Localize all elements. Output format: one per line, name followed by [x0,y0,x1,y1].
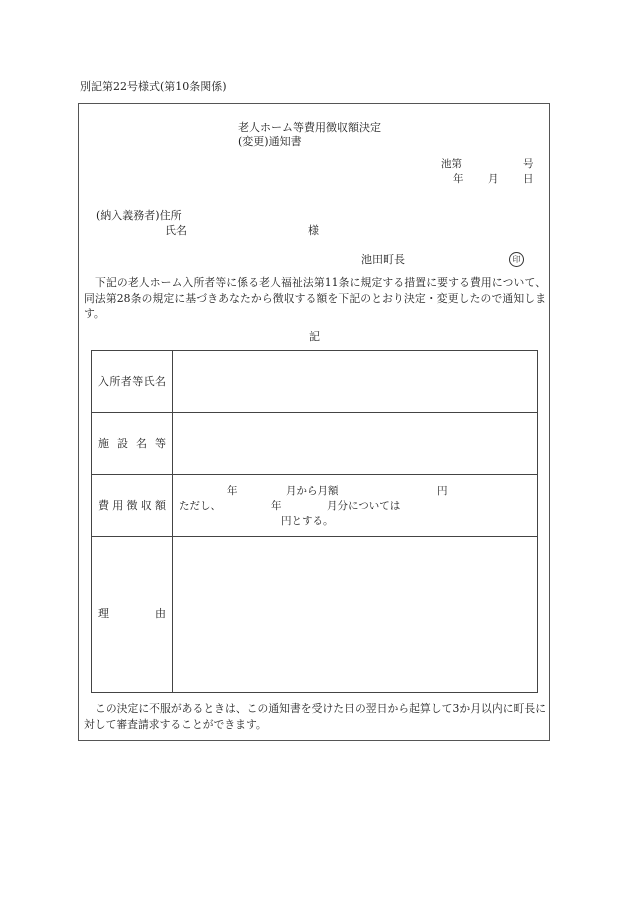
fee-yen: 円 [437,485,448,497]
fee-year: 年 [227,485,238,497]
table-row [92,413,538,475]
date-day: 日 [523,173,534,185]
resident-name-label: 入所者等氏名 [98,375,166,388]
ki-heading: 記 [309,330,320,343]
facility-name-value[interactable] [173,413,538,475]
fee-proviso: ただし、 [179,500,221,512]
date-month: 月 [488,173,499,185]
fee-yen-end: 円とする。 [281,515,334,527]
fee-amount-value[interactable] [173,475,538,537]
official-seal-icon: 印 [509,252,524,267]
doc-number-suffix: 号 [523,158,534,170]
fee-from-month: 月から月額 [286,485,339,497]
row-label-cell [92,475,173,537]
date-year: 年 [453,173,464,185]
recipient-address-label: (納入義務者)住所 [96,209,182,222]
intro-paragraph: 下記の老人ホーム入所者等に係る老人福祉法第11条に規定する措置に要する費用について、同法第28条の規定に基づきあなたから徴収する額を下記のとおり決定・変更したので通知します。 [84,276,546,320]
fee-month-portion: 月分については [327,500,401,512]
form-id: 別記第22号様式(第10条関係) [80,80,227,93]
recipient-honorific: 様 [308,224,319,237]
fee-year2: 年 [271,500,282,512]
detail-table [91,350,538,693]
form-title-line2: (変更)通知書 [238,135,302,148]
table-row [92,475,538,537]
recipient-name-label: 氏名 [165,224,187,237]
issuer-name: 池田町長 [361,253,405,266]
row-label-cell [92,537,173,693]
facility-name-label: 施設名等 [98,437,166,450]
doc-number-prefix: 池第 [441,158,462,170]
resident-name-value[interactable] [173,351,538,413]
appeal-notice: この決定に不服があるときは、この通知書を受けた日の翌日から起算して3か月以内に町長に対して審査請求することができます。 [84,702,546,731]
fee-amount-label: 費用徴収額 [98,499,166,512]
row-label-cell [92,413,173,475]
reason-value[interactable] [173,537,538,693]
table-row [92,351,538,413]
form-title-line1: 老人ホーム等費用徴収額決定 [238,121,381,134]
reason-label: 理由 [98,607,166,620]
table-row [92,537,538,693]
row-label-cell [92,351,173,413]
